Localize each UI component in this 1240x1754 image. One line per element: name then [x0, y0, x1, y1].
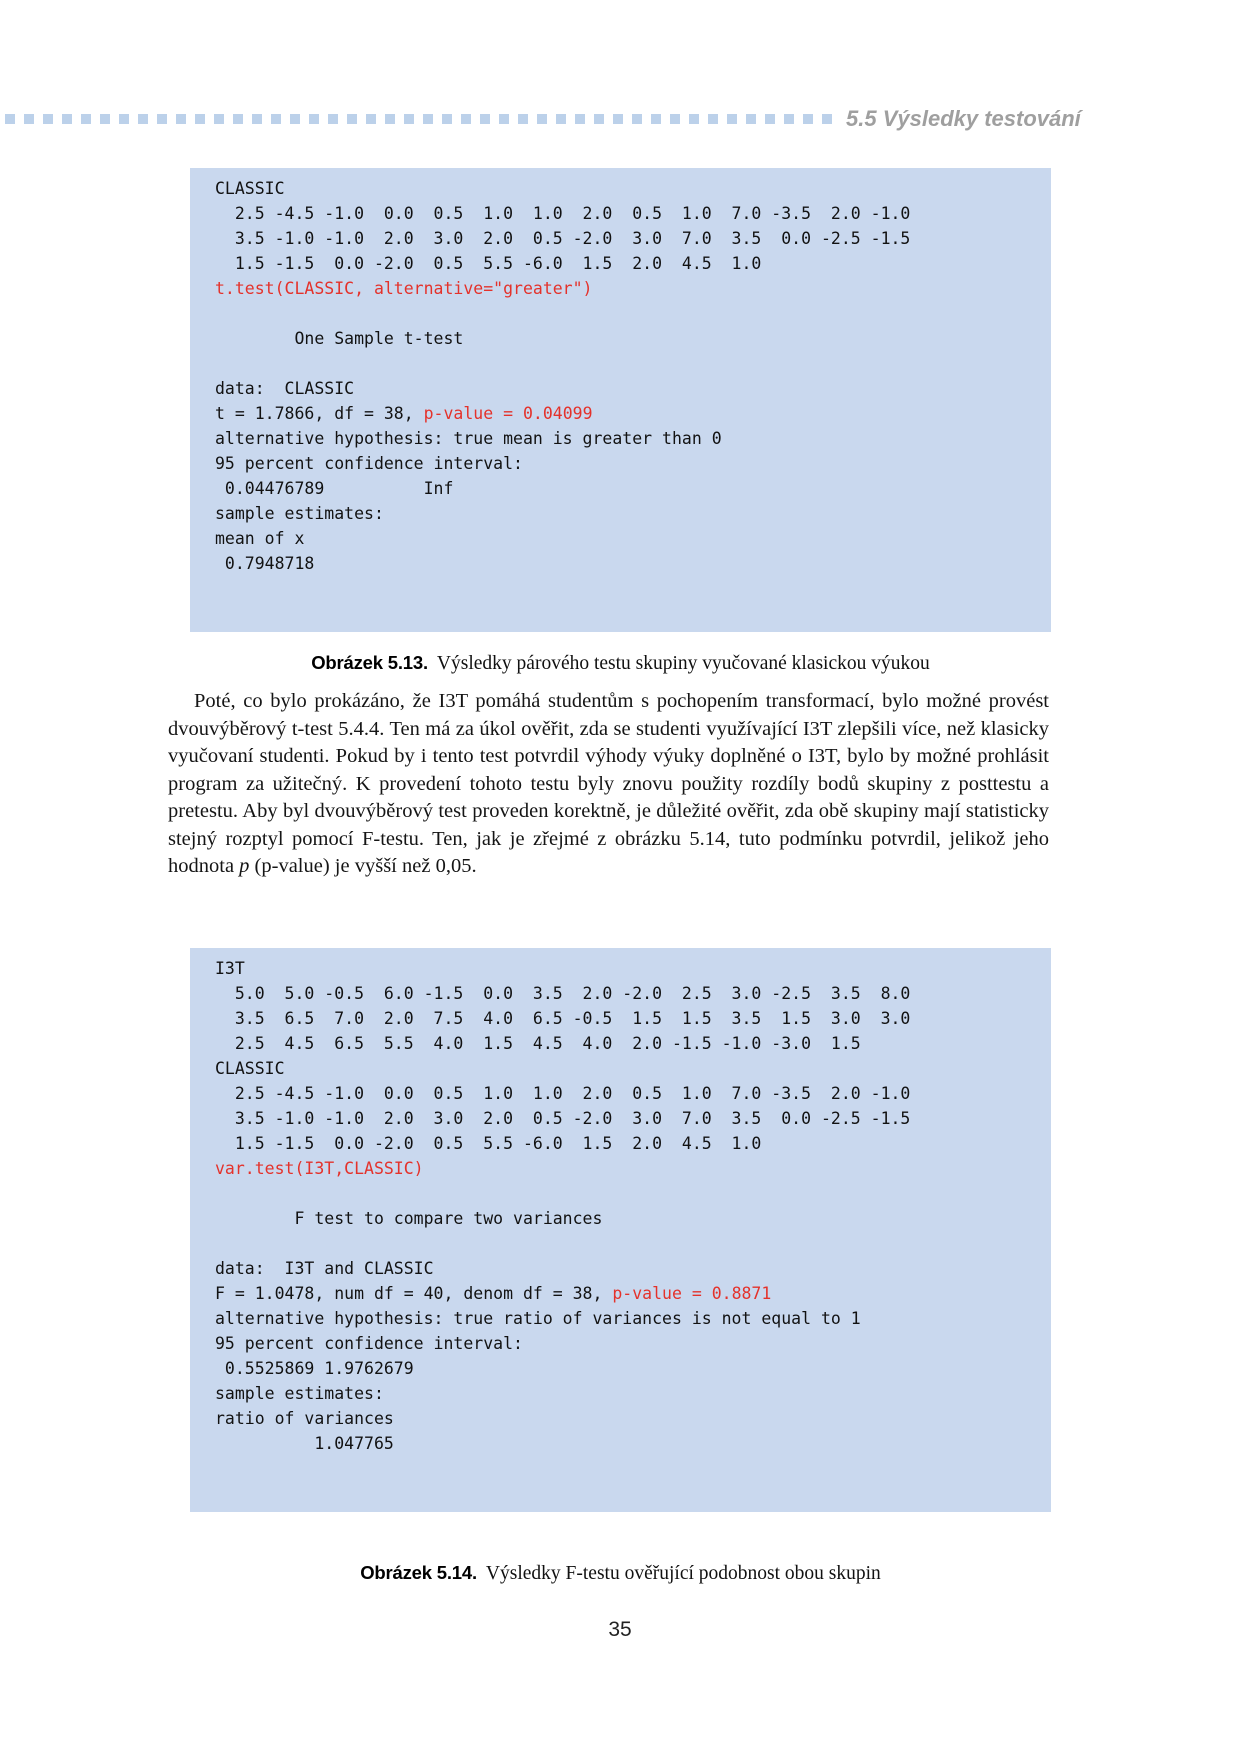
- code-segment: F = 1.0478, num df = 40, denom df = 38,: [215, 1284, 613, 1303]
- section-heading: 5.5 Výsledky testování: [846, 106, 1081, 131]
- code-line: [215, 501, 1041, 526]
- code-segment: data: CLASSIC: [215, 379, 355, 398]
- header-dot: [423, 114, 433, 124]
- code-segment: I3T: [215, 959, 245, 978]
- code-line: [215, 1181, 1041, 1206]
- header-dot: [556, 114, 566, 124]
- code-segment: 95 percent confidence interval:: [215, 454, 523, 473]
- code-line: [215, 351, 1041, 376]
- page-number: 35: [608, 1618, 632, 1641]
- code-segment: 0.5525869 1.9762679: [215, 1359, 414, 1378]
- code-segment: 1.5 -1.5 0.0 -2.0 0.5 5.5 -6.0 1.5 2.0 4.5 1.0: [215, 254, 762, 273]
- code-segment-highlight: p-value = 0.04099: [423, 404, 593, 423]
- code-segment: 2.5 -4.5 -1.0 0.0 0.5 1.0 1.0 2.0 0.5 1.0 7.0 -3.5 2.0 -1.0: [215, 204, 911, 223]
- code-segment: 2.5 -4.5 -1.0 0.0 0.5 1.0 1.0 2.0 0.5 1.0 7.0 -3.5 2.0 -1.0: [215, 1084, 911, 1103]
- header-dot: [81, 114, 91, 124]
- header-dot: [708, 114, 718, 124]
- caption-label: Obrázek 5.14.: [360, 1562, 477, 1583]
- code-segment: F test to compare two variances: [215, 1209, 603, 1228]
- code-line: [215, 1231, 1041, 1256]
- code-line: [215, 1281, 1041, 1306]
- r-output-f-test: [190, 948, 1051, 1512]
- header-dot: [651, 114, 661, 124]
- header-dot: [746, 114, 756, 124]
- code-line: [215, 551, 1041, 576]
- code-segment: 5.0 5.0 -0.5 6.0 -1.5 0.0 3.5 2.0 -2.0 2.5 3.0 -2.5 3.5 8.0: [215, 984, 911, 1003]
- code-segment: CLASSIC: [215, 1059, 285, 1078]
- header-dot: [442, 114, 452, 124]
- header-dot: [366, 114, 376, 124]
- header-dot: [670, 114, 680, 124]
- page-header: [5, 106, 1081, 132]
- header-dot: [100, 114, 110, 124]
- code-line: [215, 226, 1041, 251]
- header-dot: [689, 114, 699, 124]
- code-line: [215, 326, 1041, 351]
- code-line: [215, 1131, 1041, 1156]
- header-dot: [195, 114, 205, 124]
- caption-text: Výsledky F-testu ověřující podobnost obou skupin: [485, 1563, 881, 1584]
- paragraph-segment: Poté, co bylo prokázáno, že I3T pomáhá studentům s pochopením transformací, bylo možné provést dvouvýběrový t-test 5.4.4. Ten má za úkol ověřit, zda se studenti využívající I3T zlepšili více, než klasicky vyučovaní studenti. Pokud by i tento test potvrdil výhody výuky doplněné o I3T, bylo by možné prohlásit program za užitečný. K provedení tohoto testu byly znovu použity rozdíly bodů skupiny z posttestu a pretestu. Aby byl dvouvýběrový test proveden korektně, je důležité ověřit, zda obě skupiny mají statisticky stejný rozptyl pomocí F-testu. Ten, jak je zřejmé z obrázku 5.14, tuto podmínku potvrdil, jelikož jeho hodnota: [168, 690, 1049, 877]
- body-paragraph: [168, 688, 1049, 881]
- header-dot: [252, 114, 262, 124]
- header-dot: [404, 114, 414, 124]
- code-segment: One Sample t-test: [215, 329, 464, 348]
- code-line: [215, 276, 1041, 301]
- code-line: [215, 1156, 1041, 1181]
- code-segment: 1.047765: [215, 1434, 394, 1453]
- code-line: [215, 401, 1041, 426]
- header-dot: [822, 114, 832, 124]
- header-dot: [309, 114, 319, 124]
- paragraph-segment-italic: p: [239, 855, 250, 877]
- header-dot: [176, 114, 186, 124]
- header-dot: [290, 114, 300, 124]
- code-line: [215, 526, 1041, 551]
- header-dot: [537, 114, 547, 124]
- code-line: [215, 1006, 1041, 1031]
- code-segment: sample estimates:: [215, 1384, 384, 1403]
- code-line: [215, 981, 1041, 1006]
- code-line: [215, 1306, 1041, 1331]
- code-line: [215, 301, 1041, 326]
- code-segment: 3.5 6.5 7.0 2.0 7.5 4.0 6.5 -0.5 1.5 1.5 3.5 1.5 3.0 3.0: [215, 1009, 911, 1028]
- header-dot: [233, 114, 243, 124]
- header-dot: [43, 114, 53, 124]
- code-segment: 95 percent confidence interval:: [215, 1334, 523, 1353]
- code-segment: 1.5 -1.5 0.0 -2.0 0.5 5.5 -6.0 1.5 2.0 4.5 1.0: [215, 1134, 762, 1153]
- caption-text: Výsledky párového testu skupiny vyučované klasickou výukou: [436, 653, 930, 674]
- code-segment: 0.04476789 Inf: [215, 479, 454, 498]
- header-dot: [803, 114, 813, 124]
- code-segment: 0.7948718: [215, 554, 315, 573]
- header-dot: [594, 114, 604, 124]
- header-dot: [347, 114, 357, 124]
- header-dot: [157, 114, 167, 124]
- code-line: [215, 1431, 1041, 1456]
- code-segment: sample estimates:: [215, 504, 384, 523]
- code-line: [215, 1381, 1041, 1406]
- caption-label: Obrázek 5.13.: [311, 652, 428, 673]
- code-segment: alternative hypothesis: true ratio of variances is not equal to 1: [215, 1309, 861, 1328]
- code-segment: 3.5 -1.0 -1.0 2.0 3.0 2.0 0.5 -2.0 3.0 7.0 3.5 0.0 -2.5 -1.5: [215, 229, 911, 248]
- code-line: [215, 201, 1041, 226]
- code-line: [215, 451, 1041, 476]
- code-line: [215, 1256, 1041, 1281]
- header-dot: [119, 114, 129, 124]
- code-segment: t = 1.7866, df = 38,: [215, 404, 424, 423]
- code-line: [215, 956, 1041, 981]
- header-dot: [271, 114, 281, 124]
- code-segment: 2.5 4.5 6.5 5.5 4.0 1.5 4.5 4.0 2.0 -1.5 -1.0 -3.0 1.5: [215, 1034, 861, 1053]
- r-output-t-test: [190, 168, 1051, 632]
- header-dot: [62, 114, 72, 124]
- code-line: [215, 376, 1041, 401]
- figure-caption-5-14: [190, 1562, 1051, 1585]
- code-line: [215, 251, 1041, 276]
- code-segment-highlight: var.test(I3T,CLASSIC): [215, 1159, 424, 1178]
- header-dot: [214, 114, 224, 124]
- code-segment: mean of x: [215, 529, 305, 548]
- code-segment: data: I3T and CLASSIC: [215, 1259, 434, 1278]
- figure-caption-5-13: [190, 652, 1051, 675]
- header-dot: [575, 114, 585, 124]
- header-dot: [480, 114, 490, 124]
- header-dot: [727, 114, 737, 124]
- header-dot: [5, 114, 15, 124]
- header-dots: [5, 114, 832, 124]
- code-segment-highlight: t.test(CLASSIC, alternative="greater"): [215, 279, 593, 298]
- header-dot: [461, 114, 471, 124]
- header-dot: [24, 114, 34, 124]
- code-line: [215, 1106, 1041, 1131]
- code-line: [215, 426, 1041, 451]
- header-dot: [784, 114, 794, 124]
- code-line: [215, 1206, 1041, 1231]
- code-segment: alternative hypothesis: true mean is greater than 0: [215, 429, 722, 448]
- code-segment: CLASSIC: [215, 179, 285, 198]
- code-line: [215, 1356, 1041, 1381]
- code-line: [215, 1056, 1041, 1081]
- code-line: [215, 1031, 1041, 1056]
- code-segment: ratio of variances: [215, 1409, 394, 1428]
- code-line: [215, 476, 1041, 501]
- code-segment: 3.5 -1.0 -1.0 2.0 3.0 2.0 0.5 -2.0 3.0 7.0 3.5 0.0 -2.5 -1.5: [215, 1109, 911, 1128]
- header-dot: [499, 114, 509, 124]
- code-line: [215, 176, 1041, 201]
- code-line: [215, 1406, 1041, 1431]
- header-dot: [328, 114, 338, 124]
- header-dot: [518, 114, 528, 124]
- paragraph-segment: (p-value) je vyšší než 0,05.: [249, 855, 477, 877]
- header-dot: [765, 114, 775, 124]
- code-segment-highlight: p-value = 0.8871: [612, 1284, 772, 1303]
- header-dot: [613, 114, 623, 124]
- header-dot: [632, 114, 642, 124]
- header-dot: [385, 114, 395, 124]
- code-line: [215, 1331, 1041, 1356]
- header-dot: [138, 114, 148, 124]
- code-line: [215, 1081, 1041, 1106]
